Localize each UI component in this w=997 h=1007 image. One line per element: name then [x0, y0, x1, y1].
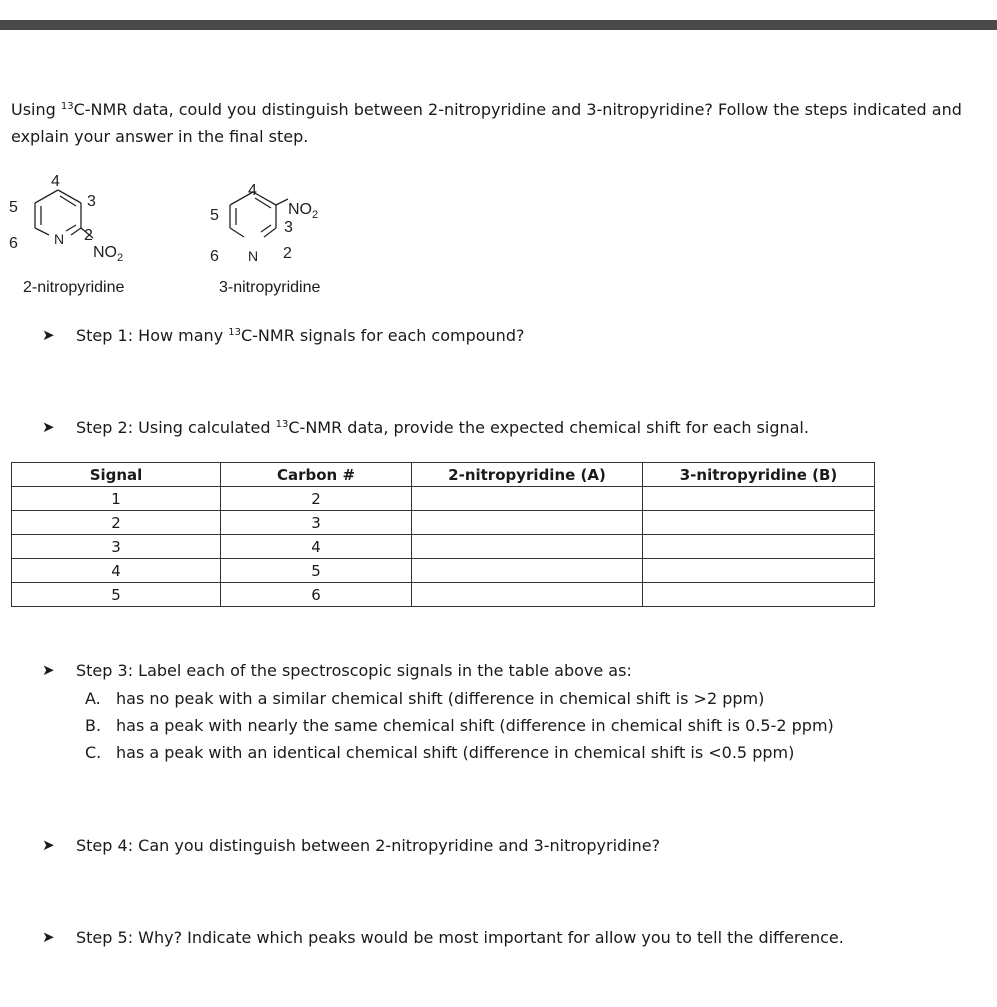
mol2-no2-label: $NO_2$: [288, 201, 319, 221]
top-border-bar: [0, 20, 997, 30]
step-2-text: Step 2: Using calculated $^{13}$C-NMR data, provide the expected chemical shift for each signal.: [76, 418, 809, 437]
option-letter: A.: [85, 689, 101, 708]
step-3-text: Step 3: Label each of the spectroscopic signals in the table above as:: [76, 661, 632, 680]
intro-superscript: 13: [60, 101, 74, 112]
option-letter: C.: [85, 743, 102, 762]
shift-b-cell[interactable]: [643, 559, 875, 583]
mol1-c3-label: 3: [87, 193, 96, 210]
step-4-text: Step 4: Can you distinguish between 2-nitropyridine and 3-nitropyridine?: [76, 836, 661, 855]
2-nitropyridine-structure: [0, 168, 170, 273]
header-3-nitropyridine: 3-nitropyridine (B): [643, 463, 875, 487]
step-5-text: Step 5: Why? Indicate which peaks would be most important for allow you to tell the difference.: [76, 928, 844, 947]
intro-text-rest: C-NMR data, could you distinguish between 2-nitropyridine and 3-nitropyridine? Follow the steps indicated and explain your answer in the final step.: [11, 100, 962, 146]
signal-cell: 3: [12, 535, 221, 559]
shift-a-cell[interactable]: [412, 511, 643, 535]
header-signal: Signal: [12, 463, 221, 487]
mol1-c6-label: 6: [9, 235, 18, 252]
question-intro: [11, 96, 981, 150]
shift-b-cell[interactable]: [643, 487, 875, 511]
table-row: [12, 583, 875, 607]
shift-a-cell[interactable]: [412, 583, 643, 607]
option-text: has a peak with nearly the same chemical shift (difference in chemical shift is 0.5-2 ppm): [116, 716, 834, 735]
carbon-cell: 2: [221, 487, 412, 511]
3-nitropyridine-structure: [200, 168, 360, 273]
mol2-c4-label: 4: [248, 182, 257, 199]
intro-text-start: Using: [11, 100, 61, 119]
signal-cell: 5: [12, 583, 221, 607]
option-text: has a peak with an identical chemical shift (difference in chemical shift is <0.5 ppm): [116, 743, 795, 762]
carbon-cell: 3: [221, 511, 412, 535]
arrow-bullet-icon: ➤: [42, 326, 55, 344]
mol2-c2-label: 2: [283, 245, 292, 262]
mol1-n-label: N: [54, 231, 65, 247]
mol1-c5-label: 5: [9, 199, 18, 216]
arrow-bullet-icon: ➤: [42, 661, 55, 679]
mol2-n-label: N: [248, 248, 259, 264]
shift-a-cell[interactable]: [412, 487, 643, 511]
arrow-bullet-icon: ➤: [42, 418, 55, 436]
signal-cell: 4: [12, 559, 221, 583]
table-header-row: [12, 463, 875, 487]
option-text: has no peak with a similar chemical shift (difference in chemical shift is >2 ppm): [116, 689, 765, 708]
header-2-nitropyridine: 2-nitropyridine (A): [412, 463, 643, 487]
carbon-cell: 5: [221, 559, 412, 583]
2-nitropyridine-name: 2-nitropyridine: [23, 279, 125, 296]
mol2-c3-label: 3: [284, 219, 293, 236]
chemical-shift-table: [11, 462, 875, 607]
arrow-bullet-icon: ➤: [42, 928, 55, 946]
arrow-bullet-icon: ➤: [42, 836, 55, 854]
mol2-c6-label: 6: [210, 248, 219, 265]
carbon-cell: 6: [221, 583, 412, 607]
shift-b-cell[interactable]: [643, 511, 875, 535]
mol1-c4-label: 4: [51, 173, 60, 190]
shift-b-cell[interactable]: [643, 583, 875, 607]
signal-cell: 2: [12, 511, 221, 535]
mol2-c5-label: 5: [210, 207, 219, 224]
option-letter: B.: [85, 716, 102, 735]
table-row: [12, 535, 875, 559]
signal-cell: 1: [12, 487, 221, 511]
3-nitropyridine-name: 3-nitropyridine: [219, 279, 321, 296]
shift-b-cell[interactable]: [643, 535, 875, 559]
header-carbon: Carbon #: [221, 463, 412, 487]
table-row: [12, 487, 875, 511]
mol1-c2-label: 2: [84, 227, 93, 244]
shift-a-cell[interactable]: [412, 559, 643, 583]
table-row: [12, 559, 875, 583]
mol1-no2-label: $NO_2$: [93, 244, 124, 264]
step-1-text: Step 1: How many $^{13}$C-NMR signals for each compound?: [76, 326, 525, 345]
shift-a-cell[interactable]: [412, 535, 643, 559]
carbon-cell: 4: [221, 535, 412, 559]
table-row: [12, 511, 875, 535]
